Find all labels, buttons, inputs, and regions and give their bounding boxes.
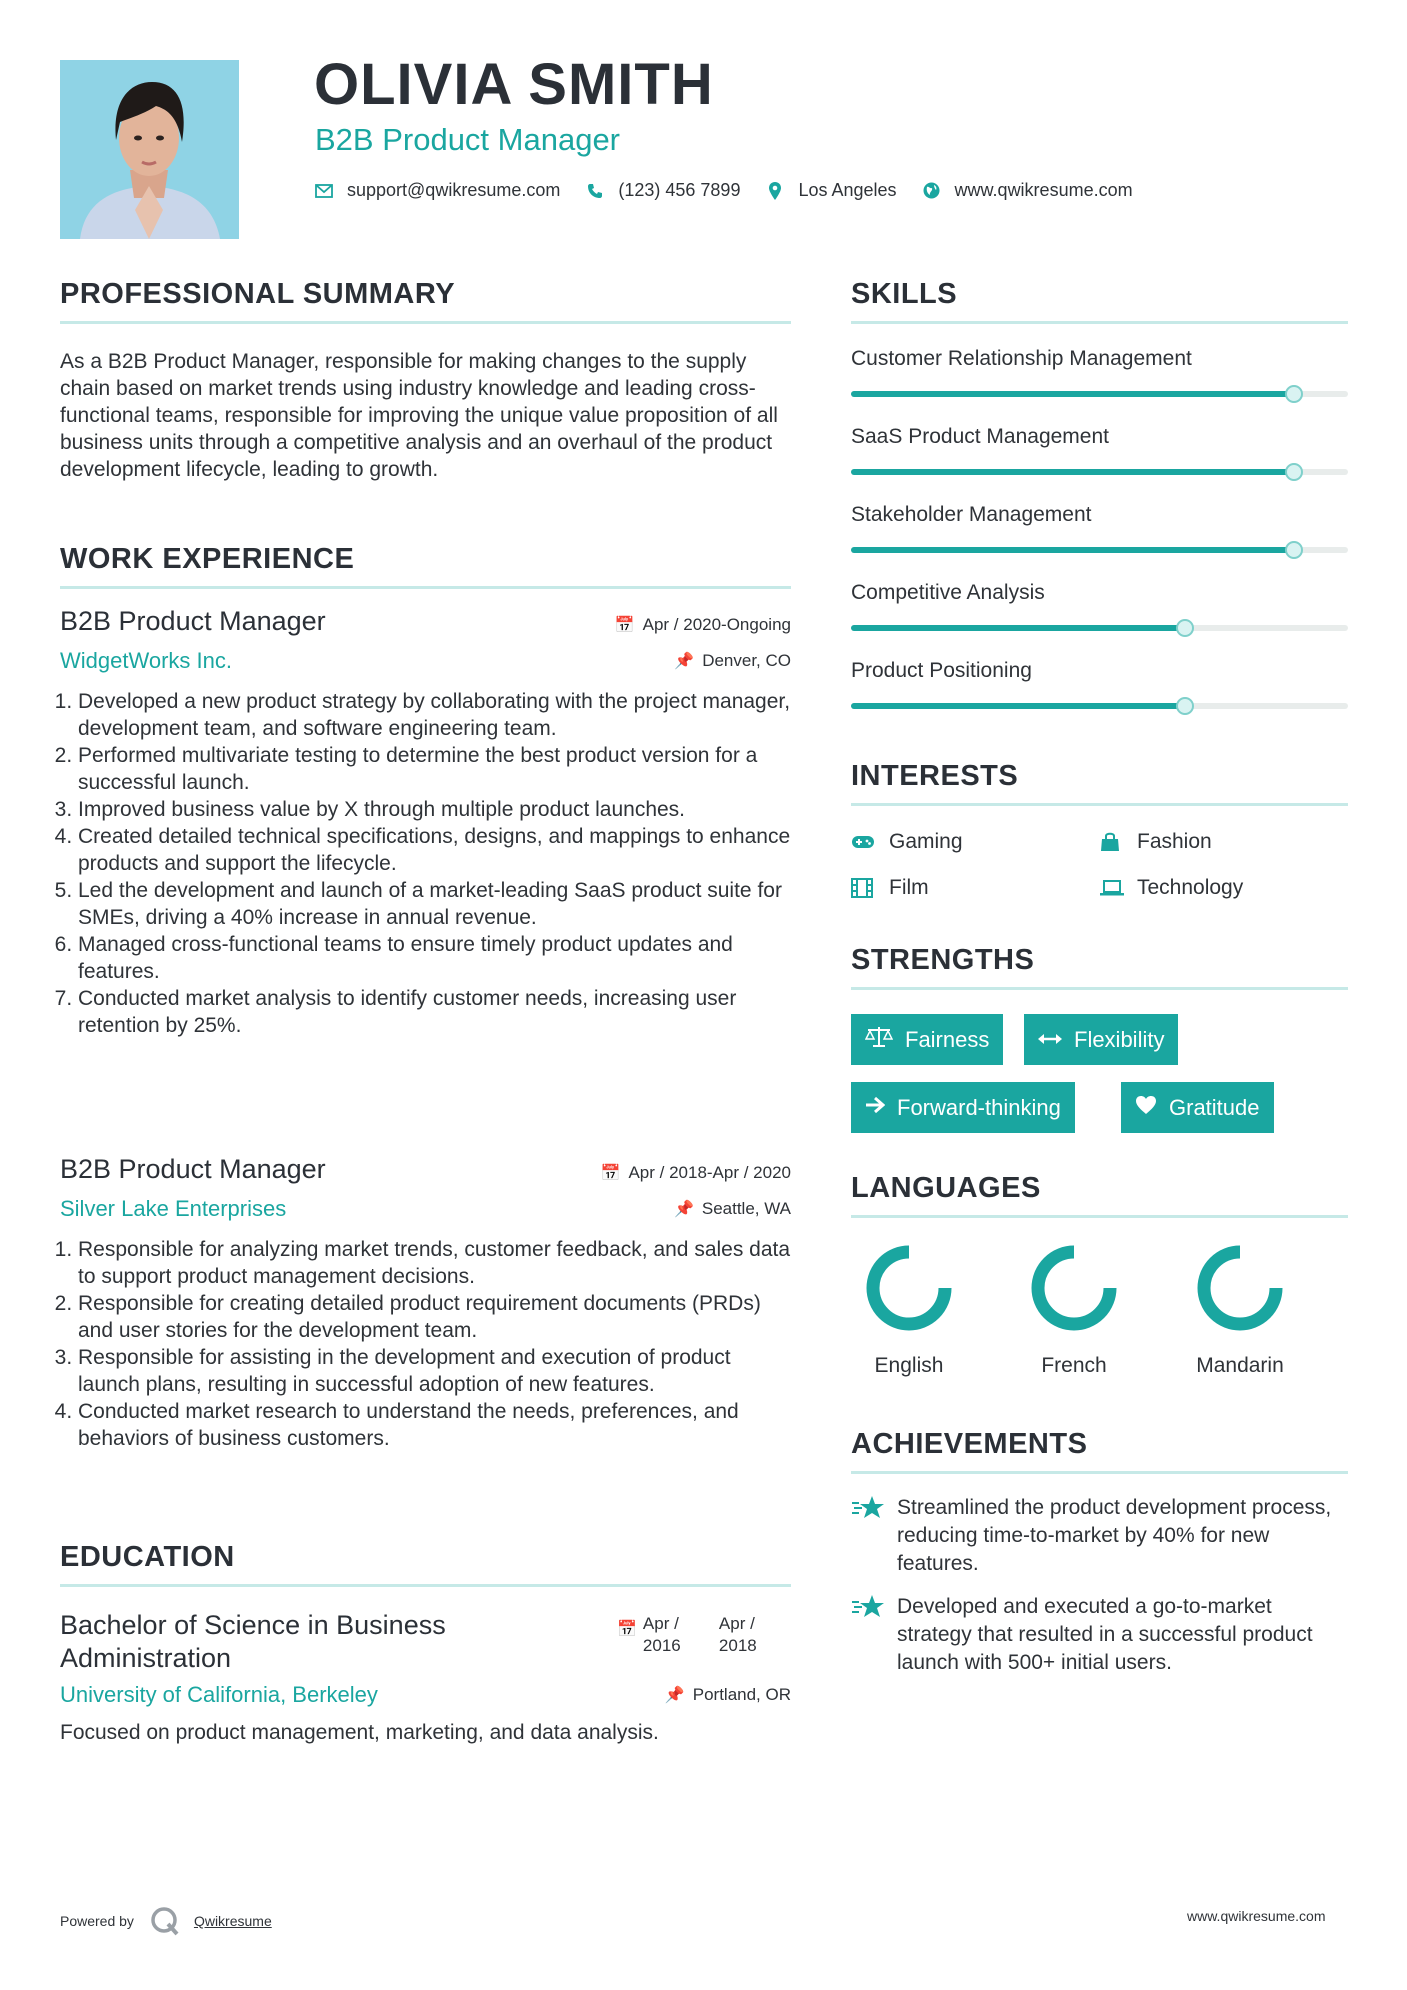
achievement-item — [851, 1494, 1337, 1578]
qwikresume-logo-icon — [150, 1906, 180, 1936]
job-entry — [60, 608, 791, 1039]
achievement-item — [851, 1593, 1337, 1677]
skill-fill — [851, 547, 1293, 553]
skill-label: Customer Relationship Management — [851, 347, 1192, 370]
education-section — [60, 1543, 791, 1759]
profile-photo — [60, 60, 239, 239]
footer-website[interactable]: www.qwikresume.com — [1187, 1908, 1326, 1924]
email-text: support@qwikresume.com — [347, 180, 561, 200]
arrows-horizontal-icon — [1038, 1028, 1062, 1051]
education-start: Apr / 2016 — [642, 1614, 681, 1655]
achievement-text: Developed and executed a go-to-market strategy that resulted in a successful product launch with 500+ initial users. — [897, 1595, 1313, 1674]
interests-heading: INTERESTS — [851, 762, 1348, 806]
job-location — [674, 651, 791, 671]
skill-knob — [1285, 463, 1303, 481]
strength-label: Gratitude — [1169, 1094, 1260, 1120]
achievements-heading: ACHIEVEMENTS — [851, 1430, 1348, 1474]
interest-label: Fashion — [1137, 830, 1212, 853]
skill-item — [851, 504, 1348, 525]
language-ring — [859, 1238, 959, 1338]
language-label: English — [874, 1354, 944, 1377]
contact-website[interactable] — [923, 180, 1133, 201]
skill-label: SaaS Product Management — [851, 425, 1109, 448]
language-item — [1170, 1238, 1310, 1378]
calendar-icon: 📅 — [614, 617, 635, 634]
list-item: 6. Managed cross-functional teams to ensure timely product updates and features. — [78, 931, 791, 985]
skill-fill — [851, 469, 1293, 475]
skill-bar — [851, 703, 1348, 709]
list-item: 5. Led the development and launch of a market-leading SaaS product suite for SMEs, driving a 40% increase in annual revenue. — [78, 877, 791, 931]
pin-icon: 📌 — [664, 1687, 685, 1704]
list-item: 1. Responsible for analyzing market trends, customer feedback, and sales data to support product management decisions. — [78, 1236, 791, 1290]
languages-heading: LANGUAGES — [851, 1174, 1348, 1218]
job-entry — [60, 1156, 791, 1452]
website-text: www.qwikresume.com — [954, 180, 1133, 200]
job-dates-text: Apr / 2020-Ongoing — [642, 615, 791, 634]
strength-chip — [851, 1014, 1003, 1065]
contact-location — [766, 180, 896, 201]
contact-email[interactable] — [315, 180, 560, 201]
skill-item — [851, 582, 1348, 603]
strength-chip — [851, 1082, 1075, 1133]
list-item: 4. Created detailed technical specifications, designs, and mappings to enhance products and support the lifecycle. — [78, 823, 791, 877]
languages-section — [851, 1174, 1348, 1388]
strength-label: Forward-thinking — [897, 1094, 1061, 1120]
summary-text: As a B2B Product Manager, responsible for making changes to the supply chain based on market trends using industry knowledge and leading cross-functional teams, responsible for improving the unique value proposition of all business units through a competitive analysis and an overhaul of the product development lifecycle, leading to growth. — [60, 350, 778, 481]
skill-bar — [851, 625, 1348, 631]
skill-fill — [851, 703, 1184, 709]
skill-item — [851, 348, 1348, 369]
film-icon — [851, 878, 877, 898]
skill-knob — [1285, 541, 1303, 559]
shooting-star-icon — [851, 1494, 897, 1578]
balance-scale-icon — [865, 1026, 893, 1054]
education-end: Apr / 2018 — [718, 1614, 757, 1655]
skills-list — [851, 348, 1348, 688]
brand-link[interactable]: Qwikresume — [193, 1913, 272, 1929]
education-description: Focused on product management, marketing, and data analysis. — [60, 1721, 659, 1744]
skill-item — [851, 660, 1348, 681]
strength-label: Fairness — [905, 1026, 990, 1052]
contact-bar — [315, 180, 1159, 201]
language-ring-arc — [1204, 1252, 1276, 1324]
language-ring-arc — [1038, 1252, 1110, 1324]
job-title: B2B Product Manager — [60, 606, 326, 636]
skills-section — [851, 280, 1348, 688]
skill-knob — [1176, 619, 1194, 637]
laptop-icon — [1099, 879, 1125, 897]
contact-phone[interactable] — [586, 180, 740, 201]
skill-bar — [851, 391, 1348, 397]
skills-heading: SKILLS — [851, 280, 1348, 324]
experience-heading: WORK EXPERIENCE — [60, 545, 791, 589]
job-location-text: Seattle, WA — [701, 1199, 791, 1218]
skill-bar — [851, 547, 1348, 553]
language-ring-arc — [873, 1252, 945, 1324]
arrow-right-icon — [865, 1096, 885, 1120]
school-name[interactable]: University of California, Berkeley — [60, 1682, 378, 1707]
strength-chip — [1121, 1082, 1274, 1133]
skill-label: Stakeholder Management — [851, 503, 1092, 526]
education-location — [665, 1685, 791, 1705]
language-label: Mandarin — [1196, 1354, 1284, 1377]
language-ring — [1190, 1238, 1290, 1338]
language-item — [1004, 1238, 1144, 1378]
summary-heading: PROFESSIONAL SUMMARY — [60, 280, 791, 324]
map-pin-icon — [766, 182, 784, 200]
job-company[interactable]: Silver Lake Enterprises — [60, 1196, 287, 1221]
interest-item — [1099, 830, 1212, 854]
calendar-icon: 📅 — [617, 1621, 637, 1638]
skill-item — [851, 426, 1348, 447]
interest-item — [1099, 876, 1243, 900]
skill-bar — [851, 469, 1348, 475]
list-item: 1. Developed a new product strategy by collaborating with the project manager, development team, and software engineering team. — [78, 688, 791, 742]
list-item: 3. Responsible for assisting in the development and execution of product launch plans, resulting in successful adoption of new features. — [78, 1344, 791, 1398]
phone-icon — [586, 182, 604, 200]
phone-text: (123) 456 7899 — [618, 180, 741, 200]
powered-by-label: Powered by — [60, 1913, 134, 1929]
avatar — [60, 60, 239, 239]
skill-fill — [851, 391, 1293, 397]
globe-icon — [923, 182, 941, 200]
list-item: 2. Performed multivariate testing to determine the best product version for a successful launch. — [78, 742, 791, 796]
skill-label: Competitive Analysis — [851, 581, 1045, 604]
achievements-section — [851, 1430, 1348, 1714]
strength-chip — [1024, 1014, 1178, 1065]
job-dates — [615, 615, 791, 635]
interest-item — [851, 876, 929, 900]
skill-knob — [1176, 697, 1194, 715]
interest-label: Technology — [1137, 876, 1244, 899]
language-ring — [1024, 1238, 1124, 1338]
calendar-icon: 📅 — [600, 1165, 621, 1182]
shooting-star-icon — [851, 1593, 897, 1677]
degree-title: Bachelor of Science in Business Administration — [60, 1610, 446, 1673]
interest-item — [851, 830, 963, 854]
interests-section — [851, 762, 1348, 926]
education-location-text: Portland, OR — [692, 1685, 791, 1704]
envelope-icon — [315, 182, 333, 200]
experience-section — [60, 545, 791, 589]
job-company[interactable]: WidgetWorks Inc. — [60, 648, 232, 673]
list-item: 2. Responsible for creating detailed product requirement documents (PRDs) and user stories for the development team. — [78, 1290, 791, 1344]
heart-icon — [1135, 1095, 1157, 1121]
skill-label: Product Positioning — [851, 659, 1032, 682]
location-text: Los Angeles — [798, 180, 897, 200]
shopping-bag-icon — [1099, 831, 1125, 853]
pin-icon: 📌 — [674, 653, 695, 670]
skill-fill — [851, 625, 1184, 631]
candidate-title: B2B Product Manager — [315, 122, 621, 157]
candidate-name: OLIVIA SMITH — [314, 52, 714, 117]
list-item: 4. Conducted market research to understand the needs, preferences, and behaviors of business customers. — [78, 1398, 791, 1452]
list-item: 7. Conducted market analysis to identify customer needs, increasing user retention by 25%. — [78, 985, 791, 1039]
job-duties — [60, 688, 791, 1039]
strength-label: Flexibility — [1074, 1026, 1165, 1052]
education-heading: EDUCATION — [60, 1543, 791, 1587]
footer-brand — [60, 1906, 272, 1936]
skill-knob — [1285, 385, 1303, 403]
strengths-section — [851, 946, 1348, 1144]
interest-label: Gaming — [889, 830, 963, 853]
gamepad-icon — [851, 834, 877, 850]
job-dates — [601, 1163, 791, 1183]
job-location — [674, 1199, 791, 1219]
language-item — [839, 1238, 979, 1378]
job-dates-text: Apr / 2018-Apr / 2020 — [628, 1163, 791, 1182]
achievement-text: Streamlined the product development process, reducing time-to-market by 40% for new features. — [897, 1496, 1332, 1575]
interest-label: Film — [889, 876, 929, 899]
job-title: B2B Product Manager — [60, 1154, 326, 1184]
summary-section — [60, 280, 791, 483]
strengths-heading: STRENGTHS — [851, 946, 1348, 990]
list-item: 3. Improved business value by X through multiple product launches. — [78, 796, 791, 823]
job-duties — [60, 1236, 791, 1452]
education-dates — [617, 1613, 775, 1657]
job-location-text: Denver, CO — [702, 651, 791, 670]
language-label: French — [1041, 1354, 1107, 1377]
pin-icon: 📌 — [673, 1201, 694, 1218]
